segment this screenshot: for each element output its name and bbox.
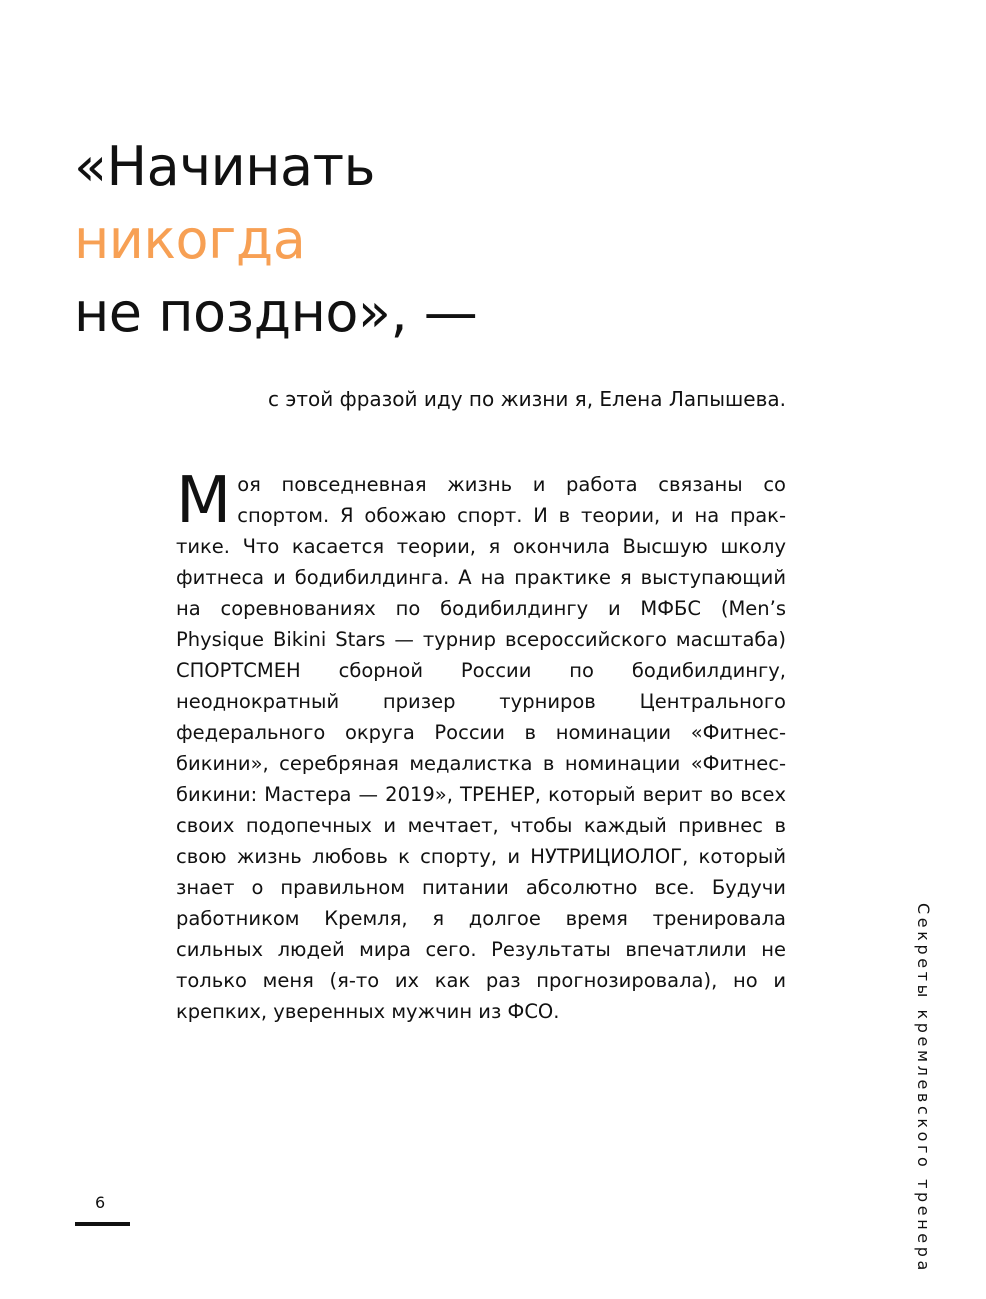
page-number-rule <box>75 1222 130 1226</box>
page-number: 6 <box>95 1193 106 1212</box>
headline-line-2-accent: никогда <box>74 208 306 271</box>
quote-attribution: с этой фразой иду по жизни я, Елена Лапышева. <box>268 387 786 411</box>
drop-cap: М <box>176 464 232 538</box>
body-paragraph <box>176 464 786 1027</box>
headline-line-1: «Начинать <box>74 135 375 198</box>
side-book-title: Секреты кремлевского тренера <box>914 903 933 1274</box>
headline-quote <box>74 130 477 349</box>
body-text: оя повседневная жизнь и работа связаны со спортом. Я обожаю спорт. И в теории, и на практике. Что касается теории, я окончила Высшую школу фитнеса и бодибилдинга. А на практике я выступающий на соревнованиях по бодибилдингу и МФБС (Men’s Physique Bikini Stars — турнир всероссийского масштаба) СПОРТСМЕН сборной России по бодибилдингу, неоднократный призер турниров Центрального федерального округа России в номинации «Фитнес-бикини», серебряная медалистка в номинации «Фитнес-бикини: Мастера — 2019», ТРЕНЕР, который верит во всех своих подопечных и мечтает, чтобы каждый привнес в свою жизнь любовь к спорту, и НУТРИЦИОЛОГ, который знает о правильном питании абсолютно все. Будучи работником Кремля, я долгое время тренировала сильных людей мира сего. Результаты впечатлили не только меня (я-то их как раз прогнозировала), но и крепких, уверенных мужчин из ФСО. <box>176 473 786 1023</box>
headline-line-3: не поздно», — <box>74 281 478 344</box>
